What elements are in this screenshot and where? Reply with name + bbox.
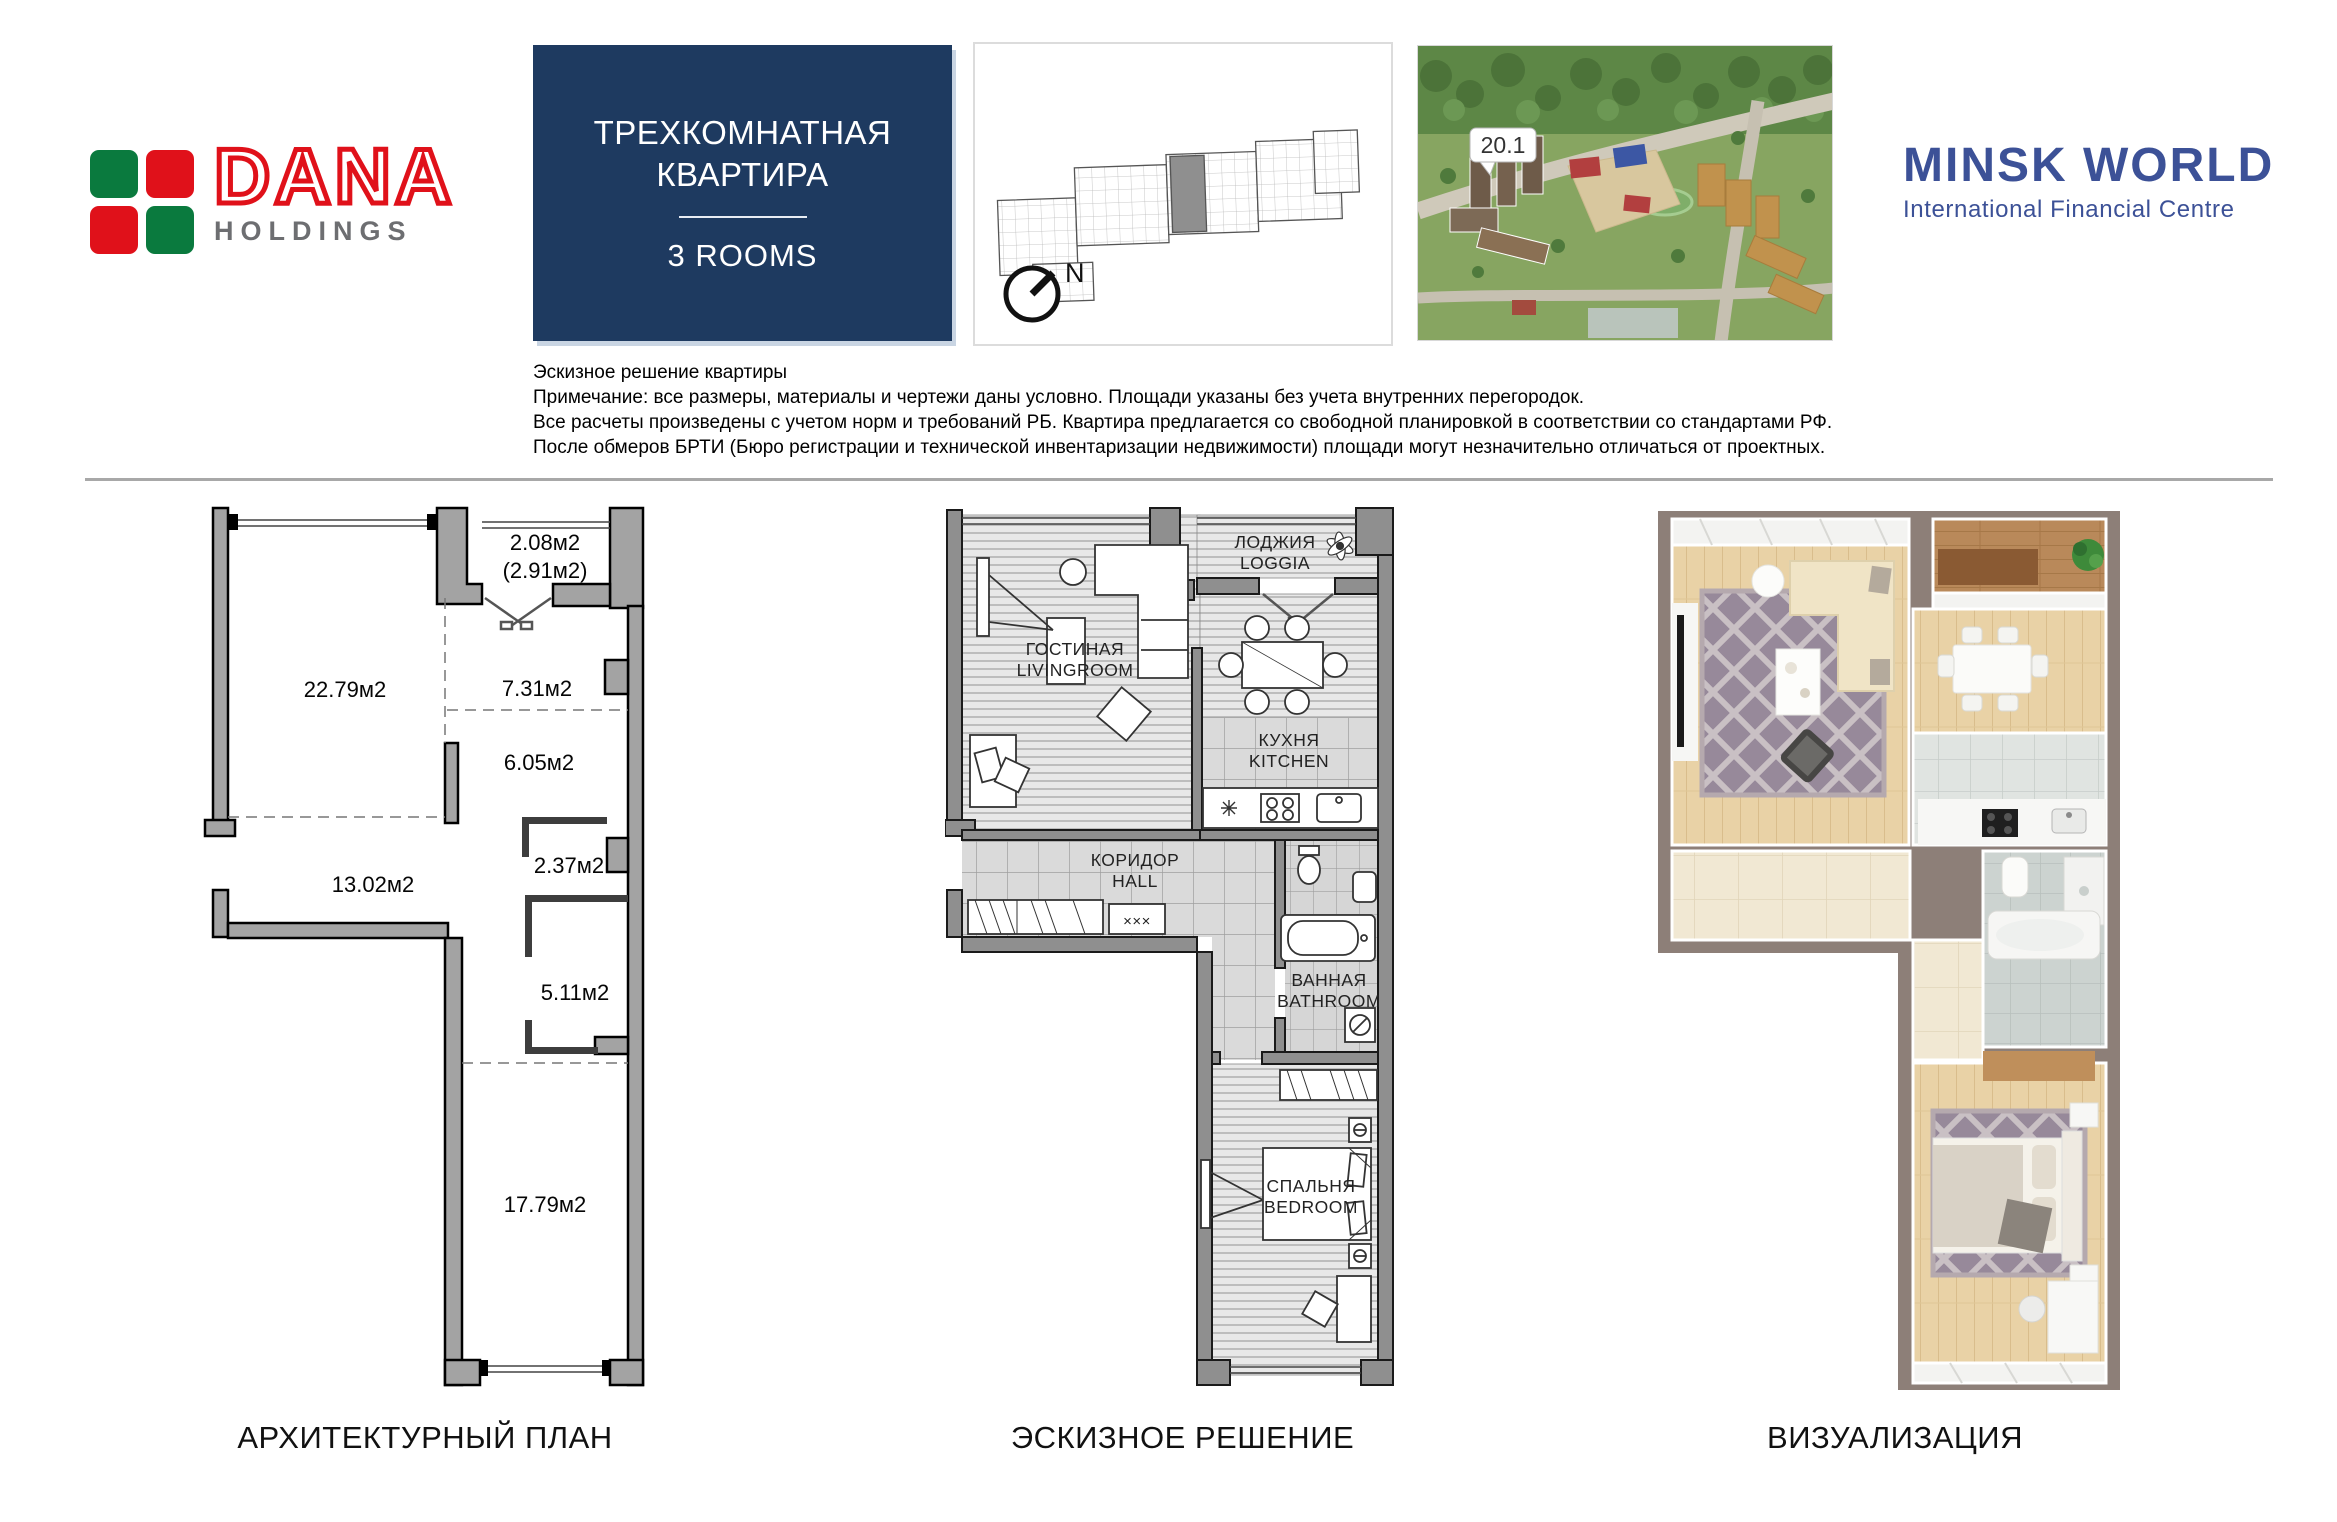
- note-line: Все расчеты произведены с учетом норм и требований РБ. Квартира предлагается со свободной планировкой в соответствии со стандартами РФ.: [533, 412, 1833, 433]
- disclaimer-notes: [533, 360, 1853, 460]
- area-bedroom: 17.79м2: [503, 1192, 587, 1217]
- cabinet: [1983, 1051, 2095, 1081]
- building-floor-overview: [973, 42, 1393, 346]
- headboard: [2062, 1131, 2082, 1261]
- logo-square-green: [90, 150, 138, 198]
- logo-square-green: [146, 206, 194, 254]
- label-hall-en: HALL: [1112, 871, 1158, 891]
- coffee-table: [1776, 649, 1820, 715]
- tv-console: [1672, 603, 1698, 761]
- area-kitchen: 7.31м2: [501, 676, 573, 701]
- area-wc: 2.37м2: [533, 853, 605, 878]
- toilet-icon: [1299, 846, 1319, 855]
- note-line: Эскизное решение квартиры: [533, 362, 788, 383]
- desk: [2048, 1281, 2098, 1353]
- label-loggia-en: LOGGIA: [1239, 553, 1311, 573]
- sink-icon: [1353, 872, 1376, 902]
- area-living: 22.79м2: [303, 677, 387, 702]
- dana-logo-mark: [90, 150, 194, 254]
- sink-star-icon: [1221, 800, 1237, 816]
- tv-icon: [1201, 1160, 1210, 1228]
- light-building: [1588, 308, 1678, 338]
- caption-sketch: ЭСКИЗНОЕ РЕШЕНИЕ: [1010, 1420, 1355, 1455]
- dana-logo: [214, 132, 456, 247]
- livingroom-render: [1672, 561, 1894, 795]
- sideboard: [1938, 549, 2038, 585]
- visualization-render: [1650, 503, 2140, 1398]
- label-kitchen-en: KITCHEN: [1248, 751, 1330, 771]
- area-hall: 13.02м2: [331, 872, 415, 897]
- chair: [2019, 1296, 2045, 1322]
- window-caps: [228, 514, 610, 1376]
- apartment-title-box: [533, 45, 952, 341]
- title-divider: [679, 216, 807, 218]
- dining-table: [1953, 645, 2031, 693]
- cooktop-icon: [1982, 809, 2018, 837]
- sketch-plan: [945, 500, 1420, 1400]
- compass-north-label: N: [1065, 258, 1085, 288]
- label-bathroom-ru: ВАННАЯ: [1291, 970, 1367, 990]
- label-hall-ru: КОРИДОР: [1090, 850, 1180, 870]
- red-roof-building: [1512, 300, 1536, 315]
- area-loggia-full: (2.91м2): [502, 558, 588, 583]
- throw-blanket: [1998, 1199, 2053, 1254]
- minsk-world-name: MINSK WORLD: [1903, 139, 2275, 192]
- area-dining: 6.05м2: [503, 750, 575, 775]
- dana-logo-name: DANA: [214, 132, 456, 220]
- caption-visualization: ВИЗУАЛИЗАЦИЯ: [1767, 1420, 2023, 1455]
- caption-architectural: АРХИТЕКТУРНЫЙ ПЛАН: [237, 1420, 613, 1455]
- building-strip-plan: [975, 44, 1391, 344]
- apartment-title-ru: ТРЕХКОМНАТНАЯ КВАРТИРА: [593, 114, 892, 193]
- note-line: Примечание: все размеры, материалы и чертежи даны условно. Площади указаны без учета внутренних перегородок.: [533, 387, 1585, 408]
- apartment-title-en: 3 ROOMS: [667, 238, 818, 273]
- logo-square-red: [146, 150, 194, 198]
- highlighted-unit: [1170, 155, 1207, 232]
- logo-square-red: [90, 206, 138, 254]
- architectural-plan: [195, 500, 655, 1395]
- label-bedroom-ru: СПАЛЬНЯ: [1266, 1176, 1356, 1196]
- label-living-en: LIVINGROOM: [1016, 660, 1134, 680]
- minsk-world-tagline: International Financial Centre: [1903, 196, 2235, 223]
- area-loggia: 2.08м2: [509, 530, 581, 555]
- toilet-icon: [2002, 857, 2028, 897]
- divider-line: [85, 478, 2273, 481]
- label-living-ru: ГОСТИНАЯ: [1025, 639, 1125, 659]
- dana-logo-subtitle: HOLDINGS: [214, 216, 413, 246]
- windows: [228, 520, 610, 1372]
- block-number-label: 20.1: [1480, 132, 1526, 158]
- label-loggia-ru: ЛОДЖИЯ: [1234, 532, 1316, 552]
- label-bathroom-en: BATHROOM: [1277, 991, 1381, 1011]
- walls: [205, 508, 643, 1385]
- tv-icon: [1677, 615, 1684, 747]
- label-bedroom-en: BEDROOM: [1264, 1197, 1358, 1217]
- area-bathroom: 5.11м2: [540, 980, 610, 1005]
- aerial-render: [1417, 45, 1833, 341]
- shoe-bench-marks: ×××: [1123, 913, 1151, 930]
- note-line: После обмеров БРТИ (Бюро регистрации и технической инвентаризации недвижимости) площади могут незначительно отличаться от проектных.: [533, 437, 1826, 458]
- tv-icon: [977, 558, 989, 636]
- door-swings: [485, 598, 551, 629]
- minsk-world-logo: [1903, 138, 2274, 224]
- label-kitchen-ru: КУХНЯ: [1258, 730, 1320, 750]
- aerial-scene: [1418, 46, 1833, 341]
